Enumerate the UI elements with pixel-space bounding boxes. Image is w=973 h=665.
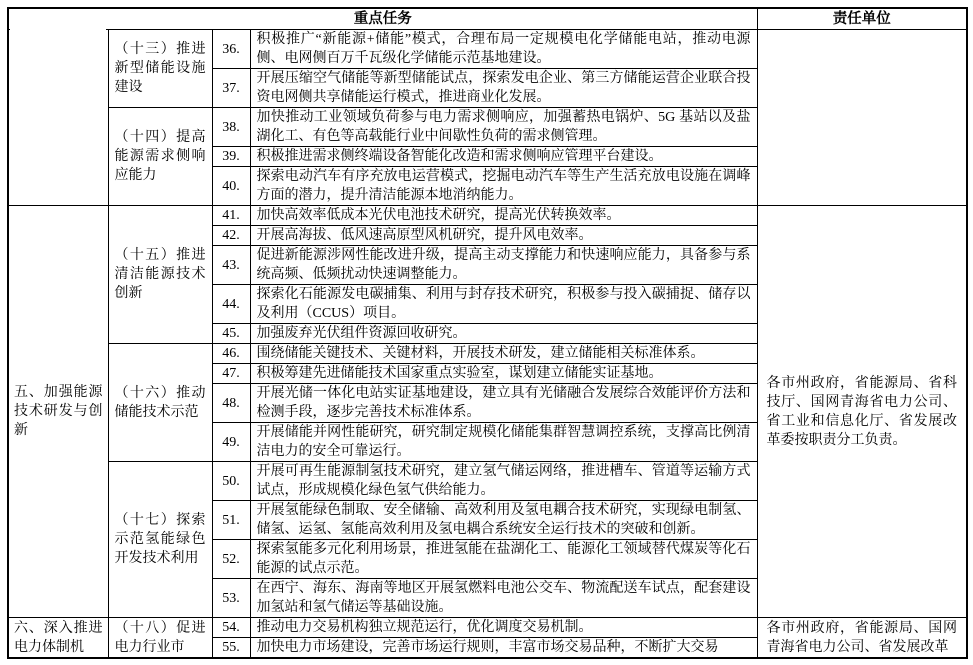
task-number: 47. [212, 364, 250, 384]
responsibility-cell-5: 各市州政府，省能源局、省科技厅、国网青海省电力公司、省工业和信息化厅、省发展改革委按职责分工负责。 [757, 206, 967, 618]
task-number: 55. [212, 638, 250, 659]
task-text: 开展高海拔、低风速高原型风机研究，提升风电效率。 [250, 226, 757, 246]
task-number: 44. [212, 285, 250, 324]
task-number: 42. [212, 226, 250, 246]
category-cell-5: 五、加强能源技术研发与创新 [8, 206, 108, 618]
task-row-36 [8, 30, 967, 69]
task-text: 探索化石能源发电碳捕集、利用与封存技术研究，积极参与投入碳捕捉、储存以及利用（CCUS）项目。 [250, 285, 757, 324]
task-number: 46. [212, 344, 250, 364]
task-text: 加快推动工业领域负荷参与电力需求侧响应，加强蓄热电锅炉、5G 基站以及盐湖化工、有色等高载能行业中间歇性负荷的需求侧管理。 [250, 108, 757, 147]
header-row [8, 8, 967, 30]
task-text: 积极筹建先进储能技术国家重点实验室，谋划建立储能实证基地。 [250, 364, 757, 384]
task-number: 53. [212, 579, 250, 618]
task-text: 开展储能并网性能研究，研究制定规模化储能集群智慧调控系统，支撑高比例清洁电力的安全可靠运行。 [250, 423, 757, 462]
task-number: 52. [212, 540, 250, 579]
task-number: 39. [212, 147, 250, 167]
task-text: 开展光储一体化电站实证基地建设，建立具有光储融合发展综合效能评价方法和检测手段，逐步完善技术标准体系。 [250, 384, 757, 423]
task-number: 38. [212, 108, 250, 147]
task-number: 43. [212, 246, 250, 285]
task-row-41 [8, 206, 967, 226]
task-text: 积极推广“新能源+储能”模式，合理布局一定规模电化学储能电站，推动电源侧、电网侧百万千瓦级化学储能示范基地建设。 [250, 30, 757, 69]
task-text: 开展压缩空气储能等新型储能试点，探索发电企业、第三方储能运营企业联合投资电网侧共享储能运行模式，推进商业化发展。 [250, 69, 757, 108]
task-text: 推动电力交易机构独立规范运行，优化调度交易机制。 [250, 618, 757, 638]
task-text: 围绕储能关键技术、关键材料，开展技术研发，建立储能相关标准体系。 [250, 344, 757, 364]
task-text: 积极推进需求侧终端设备智能化改造和需求侧响应管理平台建设。 [250, 147, 757, 167]
task-number: 45. [212, 324, 250, 344]
header-responsible-units: 责任单位 [757, 8, 967, 30]
task-text: 探索电动汽车有序充放电运营模式，挖掘电动汽车等生产生活充放电设施在调峰方面的潜力，提升清洁能源本地消纳能力。 [250, 167, 757, 206]
document-table [7, 7, 968, 659]
responsibility-cell-6: 各市州政府，省能源局、国网青海省电力公司、省发展改革 [757, 618, 967, 659]
task-number: 40. [212, 167, 250, 206]
category-cell-6: 六、深入推进电力体制机 [8, 618, 108, 659]
task-text: 促进新能源涉网性能改进升级，提高主动支撑能力和快速响应能力，具备参与系统高频、低频扰动快速调整能力。 [250, 246, 757, 285]
task-number: 41. [212, 206, 250, 226]
task-number: 51. [212, 501, 250, 540]
task-number: 36. [212, 30, 250, 69]
subcategory-cell-18: （十八）促进电力行业市 [108, 618, 212, 659]
task-text: 加快高效率低成本光伏电池技术研究，提高光伏转换效率。 [250, 206, 757, 226]
subcategory-cell-16: （十六）推动储能技术示范 [108, 344, 212, 462]
subcategory-cell-15: （十五）推进清洁能源技术创新 [108, 206, 212, 344]
subcategory-cell-17: （十七）探索示范氢能绿色开发技术利用 [108, 462, 212, 618]
subcategory-cell-13: （十三）推进新型储能设施建设 [108, 30, 212, 108]
task-text: 在西宁、海东、海南等地区开展氢燃料电池公交车、物流配送车试点，配套建设加氢站和氢气储运等基础设施。 [250, 579, 757, 618]
task-number: 54. [212, 618, 250, 638]
task-text: 加强废弃光伏组件资源回收研究。 [250, 324, 757, 344]
subcategory-cell-14: （十四）提高能源需求侧响应能力 [108, 108, 212, 206]
task-text: 探索氢能多元化利用场景，推进氢能在盐湖化工、能源化工领域替代煤炭等化石能源的试点示范。 [250, 540, 757, 579]
task-row-54 [8, 618, 967, 638]
responsibility-cell-continuation [757, 30, 967, 206]
task-number: 49. [212, 423, 250, 462]
task-number: 50. [212, 462, 250, 501]
category-cell-continuation [8, 30, 108, 206]
task-number: 48. [212, 384, 250, 423]
task-number: 37. [212, 69, 250, 108]
header-key-tasks: 重点任务 [8, 8, 757, 30]
task-text: 开展可再生能源制氢技术研究，建立氢气储运网络，推进槽车、管道等运输方式试点，形成规模化绿色氢气供给能力。 [250, 462, 757, 501]
task-text: 开展氢能绿色制取、安全储输、高效利用及氢电耦合技术研究，实现绿电制氢、储氢、运氢、氢能高效利用及氢电耦合系统安全运行技术的突破和创新。 [250, 501, 757, 540]
task-text: 加快电力市场建设，完善市场运行规则，丰富市场交易品种，不断扩大交易 [250, 638, 757, 659]
merged-cell-border-mask [10, 27, 106, 31]
